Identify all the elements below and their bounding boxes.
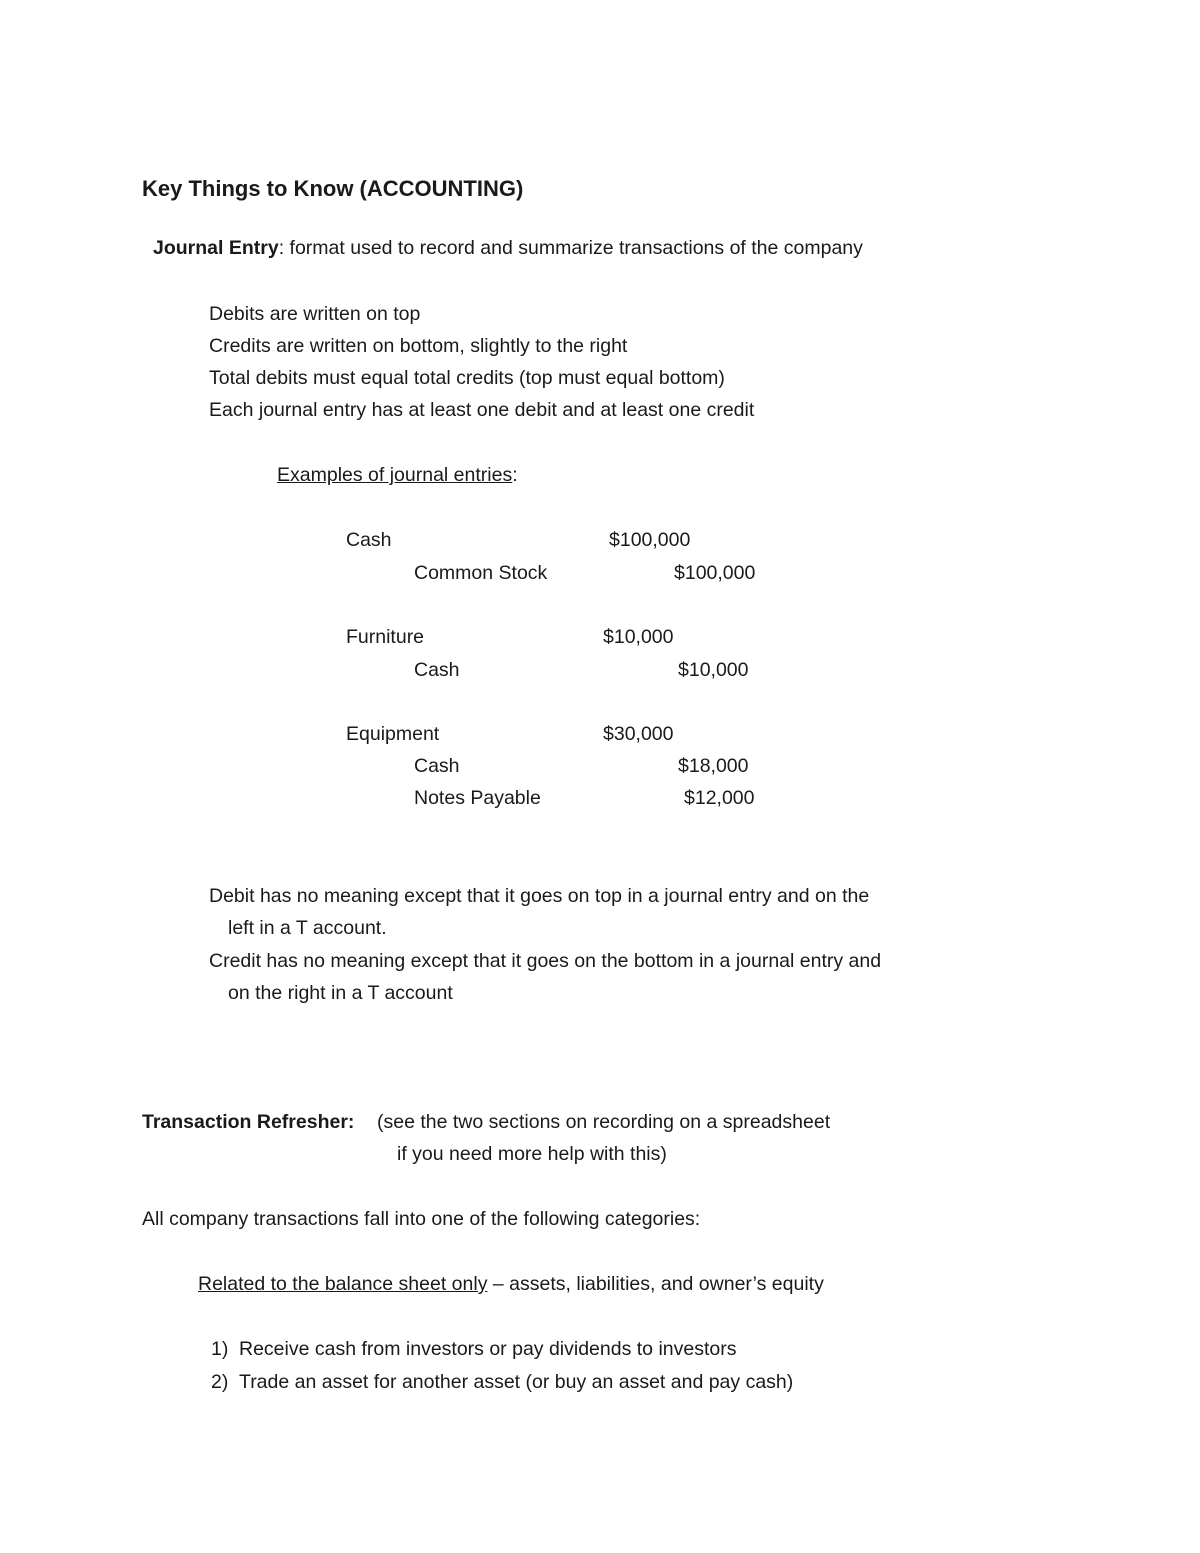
credit-amount: $12,000 (684, 787, 755, 809)
journal-entry-term: Journal Entry (153, 237, 279, 259)
debit-account: Cash (346, 529, 392, 551)
list-item-number: 2) (211, 1371, 229, 1393)
examples-heading-colon: : (512, 464, 518, 486)
examples-heading (277, 466, 518, 486)
category-heading (198, 1275, 824, 1295)
credit-account: Common Stock (414, 562, 548, 584)
debit-account: Equipment (346, 723, 440, 745)
debit-amount: $30,000 (603, 723, 674, 745)
transaction-refresher-term: Transaction Refresher: (142, 1111, 355, 1133)
rule-1: Debits are written on top (209, 303, 421, 325)
rule-2: Credits are written on bottom, slightly to the right (209, 335, 628, 357)
journal-entry-definition (153, 239, 863, 259)
credit-account: Cash (414, 755, 460, 777)
rule-3: Total debits must equal total credits (top must equal bottom) (209, 367, 725, 389)
journal-entry-definition-text: : format used to record and summarize transactions of the company (278, 237, 863, 259)
list-item-text: Receive cash from investors or pay dividends to investors (239, 1338, 737, 1360)
credit-note-line-1: Credit has no meaning except that it goes on the bottom in a journal entry and (209, 950, 882, 972)
page-title: Key Things to Know (ACCOUNTING) (142, 176, 524, 201)
rule-4: Each journal entry has at least one debit and at least one credit (209, 399, 755, 421)
examples-heading-text: Examples of journal entries (277, 464, 513, 486)
debit-note-line-1: Debit has no meaning except that it goes on top in a journal entry and on the (209, 885, 870, 907)
debit-amount: $10,000 (603, 626, 674, 648)
transaction-refresher-note-line-2: if you need more help with this) (397, 1143, 667, 1165)
list-item-number: 1) (211, 1338, 229, 1360)
category-heading-text: Related to the balance sheet only (198, 1273, 488, 1295)
categories-intro: All company transactions fall into one of the following categories: (142, 1208, 701, 1230)
credit-account: Cash (414, 659, 460, 681)
category-heading-rest: – assets, liabilities, and owner’s equity (487, 1273, 824, 1295)
debit-amount: $100,000 (609, 529, 691, 551)
credit-amount: $100,000 (674, 562, 756, 584)
credit-amount: $18,000 (678, 755, 749, 777)
credit-note-line-2: on the right in a T account (228, 982, 453, 1004)
debit-note-line-2: left in a T account. (228, 917, 387, 939)
transaction-refresher-note-line-1: (see the two sections on recording on a spreadsheet (377, 1111, 831, 1133)
credit-account: Notes Payable (414, 787, 541, 809)
debit-account: Furniture (346, 626, 425, 648)
credit-amount: $10,000 (678, 659, 749, 681)
list-item-text: Trade an asset for another asset (or buy an asset and pay cash) (239, 1371, 794, 1393)
